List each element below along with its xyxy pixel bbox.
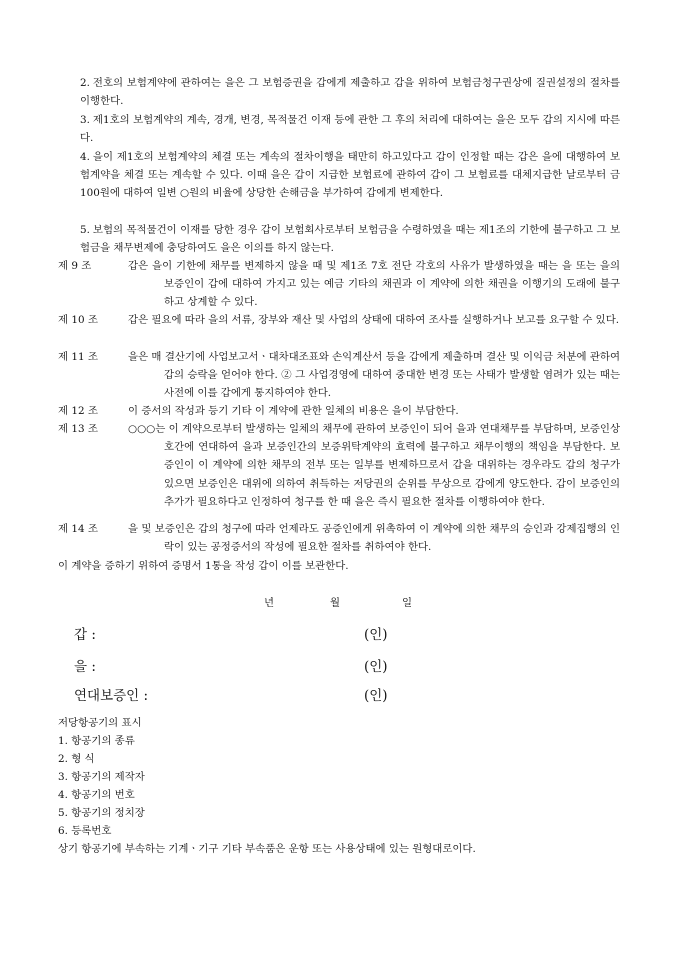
article-text: 을은 매 결산기에 사업보고서ㆍ대차대조표와 손익계산서 등을 갑에게 제출하며 결산 및 이익금 처분에 관하여 갑의 승락을 얻어야 한다. ② 그 사업경영에 대하여 중대한 변경 또는 사태가 발생할 염려가 있는 때는 사전에 이를 갑에게 통지하여야 한다. <box>128 351 620 400</box>
article-label: 제 9 조 <box>58 260 92 272</box>
clause-number: 2. <box>80 77 90 89</box>
clause-text: 전호의 보험계약에 관하여는 을은 그 보험증권을 갑에게 제출하고 갑을 위하여 보험금청구권상에 질권설정의 절차를 이행한다. <box>80 77 620 108</box>
article-10 <box>58 311 620 329</box>
clause-text: 제1호의 보험계약의 계속, 경개, 변경, 목적물건 이재 등에 관한 그 후의 처리에 대하여는 을은 모두 갑의 지시에 따른다. <box>80 114 620 145</box>
clause-2 <box>80 74 620 110</box>
clause-number: 5. <box>80 224 90 236</box>
article-label: 제 11 조 <box>58 351 98 363</box>
clause-3 <box>80 111 620 147</box>
article-text: 갑은 을이 기한에 채무를 변제하지 않을 때 및 제1조 7호 전단 각호의 사유가 발생하였을 때는 을 또는 을의 보증인이 갑에 대하여 가지고 있는 예금 기타의 채권과 이 계약에 의한 채권을 이행기의 도래에 불구하고 상계할 수 있다. <box>128 260 620 309</box>
aircraft-item: 4. 항공기의 번호 <box>58 789 135 801</box>
date-day: 일 <box>402 597 413 609</box>
aircraft-heading: 저당항공기의 표시 <box>58 717 142 729</box>
clause-text: 보험의 목적물건이 이재를 당한 경우 갑이 보험회사로부터 보험금을 수령하였을 때는 제1조의 기한에 불구하고 그 보험금을 채무변제에 충당하여도 을은 이의를 하지 않는다. <box>80 224 620 255</box>
article-9 <box>58 257 620 312</box>
signature-gap-seal: (인) <box>364 627 388 643</box>
article-text: ○○○는 이 계약으로부터 발생하는 일체의 채무에 관하여 보증인이 되어 을과 연대채무를 부담하며, 보증인상호간에 연대하여 을과 보증인간의 보증위탁계약의 효력에 불구하고 채무이행의 책임을 부담한다. 보증인이 이 계약에 의한 채무의 전부 또는 일부를 변제하므로서 갑을 대위하는 경우라도 갑의 청구가 있으면 보증인은 대위에 의하여 취득하는 저당권의 순위를 무상으로 갑에게 양도한다. 갑이 보증인의 추가가 필요하다고 인정하여 청구를 한 때 을은 즉시 필요한 절차를 이행하여야 한다. <box>128 423 620 508</box>
aircraft-item: 2. 형 식 <box>58 753 95 765</box>
aircraft-item: 1. 항공기의 종류 <box>58 735 135 747</box>
aircraft-item: 6. 등록번호 <box>58 825 112 837</box>
clause-text: 을이 제1호의 보험계약의 체결 또는 계속의 절차이행을 태만히 하고있다고 갑이 인정할 때는 갑은 을에 대행하여 보험계약을 체결 또는 계속할 수 있다. 이때 을은 갑이 지급한 보험료에 관하여 갑이 그 보험료를 대체지급한 날로부터 금 100원에 대하여 일변 ○원의 비율에 상당한 손해금을 부가하여 갑에게 변제한다. <box>80 151 620 200</box>
signature-eul-label: 을 : <box>74 659 96 675</box>
aircraft-item: 3. 항공기의 제작자 <box>58 771 145 783</box>
signature-eul-seal: (인) <box>364 659 388 675</box>
clause-number: 3. <box>80 114 90 126</box>
clause-number: 4. <box>80 151 90 163</box>
article-11 <box>58 348 620 403</box>
article-text: 갑은 필요에 따라 을의 서류, 장부와 재산 및 사업의 상태에 대하여 조사를 실행하거나 보고를 요구할 수 있다. <box>128 314 620 326</box>
aircraft-item: 5. 항공기의 정치장 <box>58 807 145 819</box>
closing-statement: 이 계약을 증하기 위하여 증명서 1통을 작성 갑이 이를 보관한다. <box>58 560 349 572</box>
signature-guarantor-seal: (인) <box>364 688 388 704</box>
article-label: 제 13 조 <box>58 423 98 435</box>
article-label: 제 14 조 <box>58 523 98 535</box>
article-12 <box>58 402 620 420</box>
date-year: 년 <box>264 597 275 609</box>
article-text: 을 및 보증인은 갑의 청구에 따라 언제라도 공증인에게 위촉하여 이 계약에 의한 채무의 승인과 강제집행의 인락이 있는 공정증서의 작성에 필요한 절차를 취하여야 한다. <box>128 523 620 554</box>
article-13 <box>58 420 620 511</box>
aircraft-note: 상기 항공기에 부속하는 기계ㆍ기구 기타 부속품은 운항 또는 사용상태에 있는 원형대로이다. <box>58 843 476 855</box>
article-label: 제 12 조 <box>58 405 98 417</box>
article-label: 제 10 조 <box>58 314 98 326</box>
clause-4 <box>80 148 620 203</box>
clause-5 <box>80 221 620 257</box>
signature-guarantor-label: 연대보증인 : <box>74 688 149 704</box>
signature-gap-label: 갑 : <box>74 627 96 643</box>
date-month: 월 <box>330 597 341 609</box>
article-14 <box>58 520 620 556</box>
article-text: 이 증서의 작성과 등기 기타 이 계약에 관한 일체의 비용은 을이 부담한다. <box>128 405 459 417</box>
